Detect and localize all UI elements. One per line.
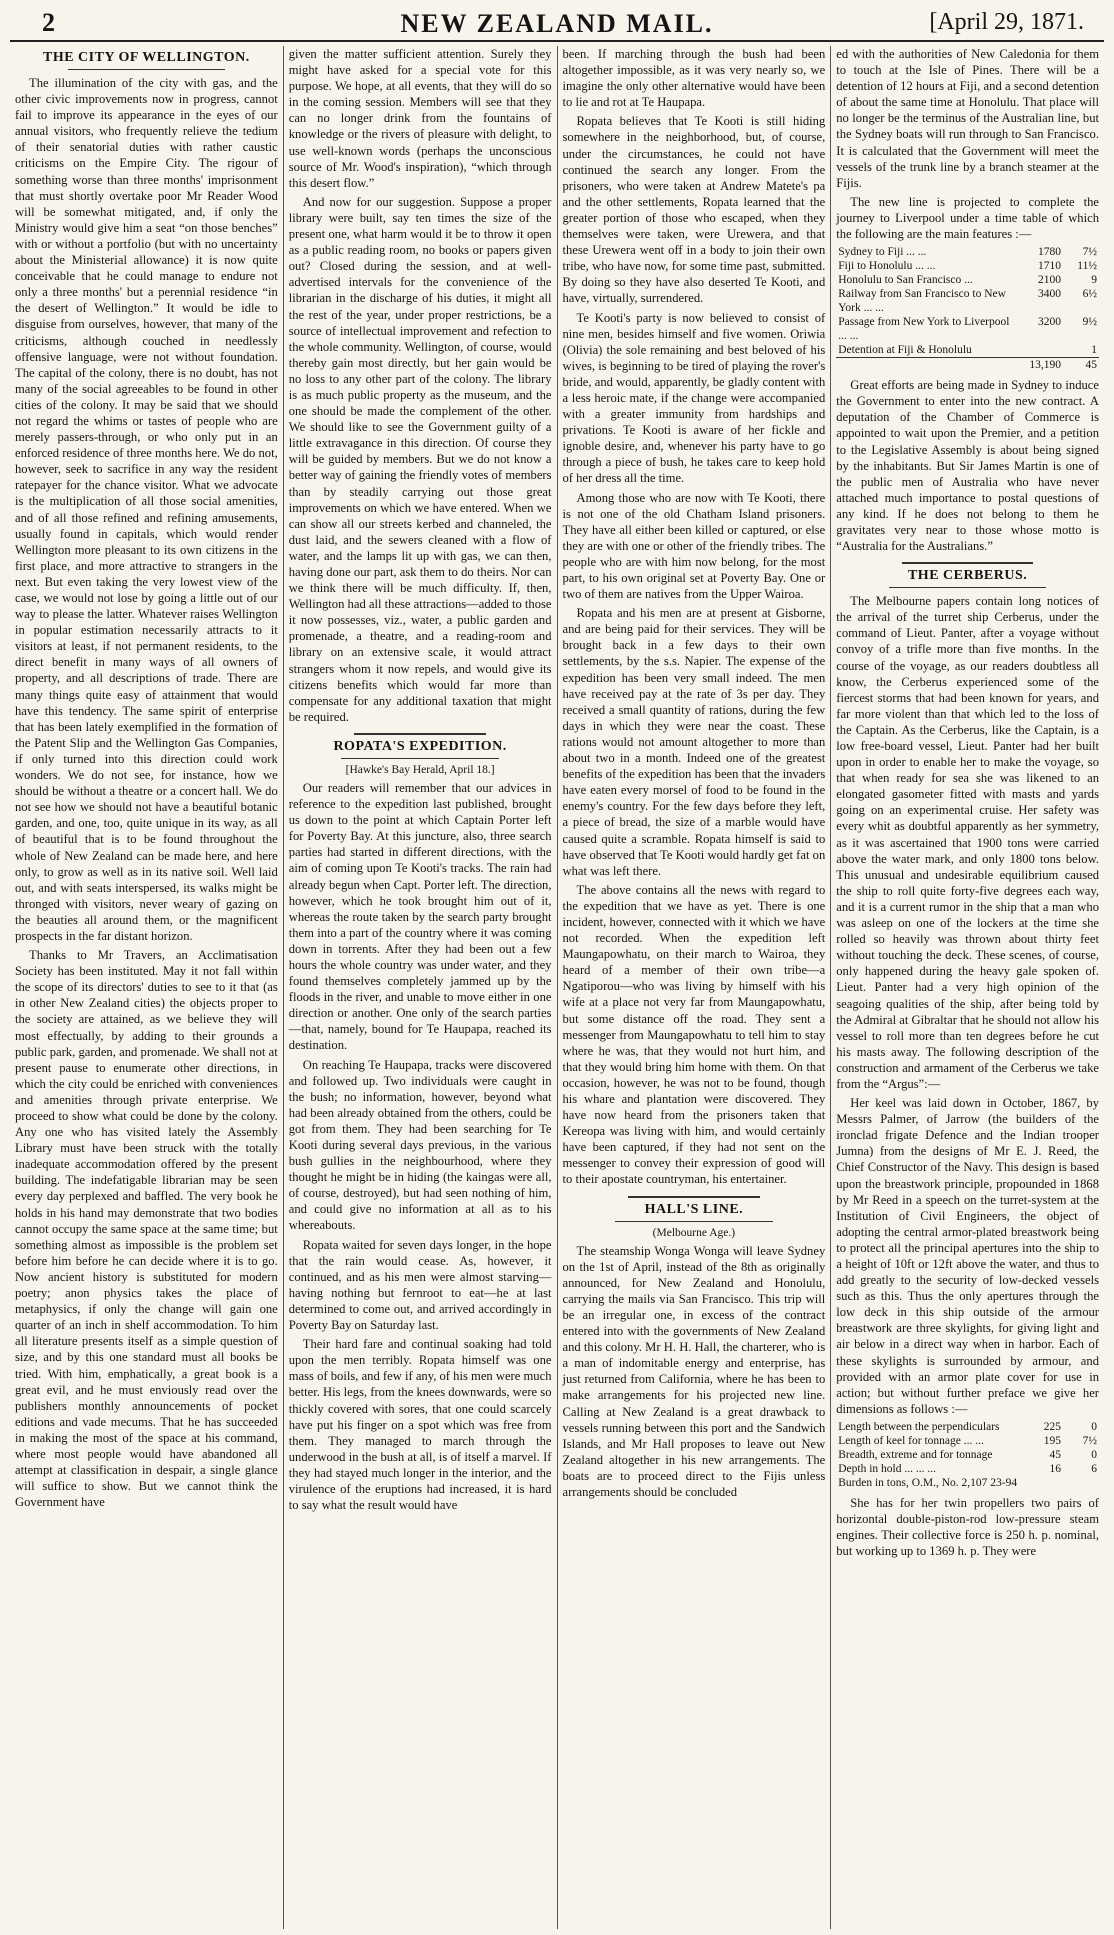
article-heading-ropata: ROPATA'S EXPEDITION. — [333, 738, 507, 754]
section-rule — [628, 1196, 759, 1198]
paragraph: Their hard fare and continual soaking had told upon the men terribly. Ropata himself was one mass of boils, and few if any, of his men were much better. His legs, from the knees downwards, were so thickly covered with sores, that one could scarcely have put his finger on a spot which was free from them. They managed to march through the underwood in the bush at all, is of itself a marvel. If they had stayed much longer in the interior, and the virulence of the eruptions had increased, it is hard to say what the result would have — [288, 1337, 552, 1513]
paragraph: The steamship Wonga Wonga will leave Sydney on the 1st of April, instead of the 8th as originally announced, for New Zealand and Honolulu, carrying the mails via San Francisco. This trip will be an irregular one, in excess of the contract entered into with the governments of New Zealand and this colony. Mr H. H. Hall, the charterer, who is a man of indomitable energy and enterprise, has just returned from California, where he has been to make arrangements for his projected new line. Calling at New Zealand is a great drawback to vessels running between this port and the Sandwich Islands, and Mr Hall proposes to leave out New Zealand altogether in his new arrangements. The boats are to proceed direct to the Fijis unless arrangements should be concluded — [562, 1243, 826, 1499]
paragraph: The above contains all the news with regard to the expedition that we have as yet. There is one incident, however, connected with it which we have not recorded. When the expedition left Maungapowhatu, on their march to Wairoa, they heard of a member of their own tribe—a Ngatiporou—who was living by himself with his wife at a place not very far from Maungapowhatu, but some distance off the road. They sent a messenger from Maungapowhatu to tell him to stay where he was, that they would not hurt him, and that they would bring him home with them. On that occasion, however, he was not to be found, though his whare and plantation were discovered. They have now heard from the prisoners taken that Kereopa was living with him, and would certainly have been captured, if they had not sent on the messenger to convey their expression of good will to their apostate countryman, his entertainer. — [562, 882, 826, 1187]
route-timetable — [836, 245, 1099, 372]
dimensions-table — [836, 1420, 1099, 1490]
paragraph: She has for her twin propellers two pairs of horizontal double-piston-rod low-pressure steam engines. Their collective force is 250 h. p. nominal, but working up to 1369 h. p. They were — [836, 1495, 1099, 1559]
heading-rule — [615, 1221, 773, 1222]
column-3 — [558, 46, 832, 1929]
column-4 — [831, 46, 1104, 1929]
article-heading-halls-line: HALL'S LINE. — [644, 1201, 744, 1217]
paragraph: been. If marching through the bush had been altogether impossible, as it was very nearly so, we imagine the only other alternative would have been to lie and rot at Te Haupapa. — [562, 47, 826, 110]
masthead — [10, 0, 1104, 42]
table-row: Honolulu to San Francisco ... 2100 9 — [838, 274, 1097, 287]
table-row: Depth in hold ... ... ... 16 6 — [838, 1462, 1097, 1475]
paragraph: Our readers will remember that our advices in reference to the expedition last published, brought us down to the point at which Captain Porter left for Poverty Bay. At this juncture, also, three search parties had started in different directions, with the aim of coming upon Te Kooti's tracks. The rain had already begun when Capt. Porter left. The direction, however, which he took brought him out of it, whereas the route taken by the search party brought them into a part of the country where it was coming down in torrents. After they had been out a few hours the whole country was under water, and they found themselves completely jammed up by the floods in the river, and unable to move either in one direction or another. One only of the search parties—that, namely, bound for Te Haupapa, reached its destination. — [288, 780, 552, 1053]
paragraph: Ropata and his men are at present at Gisborne, and are being paid for their services. They will be brought back in a few days to their own settlements, by the s.s. Napier. The expense of the expedition has been very small indeed. The men have received pay at the rate of 3s per day. They received a small quantity of rations, during the few days in which they were near the coast. These rations would not amount altogether to more than about two in a month. Indeed one of the greatest benefits of the expedition has been that the invaders have eaten every morsel of food to be found in the enemy's country. For the few days before they left, a piece of bread, the size of a marble would have caused quite a scramble. Ropata himself is said to have observed that Te Kooti would hardly get fat on what was left there. — [562, 606, 826, 878]
paragraph: On reaching Te Haupapa, tracks were discovered and followed up. Two individuals were caught in the bush; no information, however, beyond what had been already obtained from the others, could be got from them. They had been searching for Te Kooti during several days previous, in the various bush gullies in the neighbourhood, where they thought he might be in hiding (the kaingas were all, of course, destroyed), but had seen nothing of him, and could give no information at all as to his whereabouts. — [288, 1057, 552, 1233]
newspaper-title: NEW ZEALAND MAIL. — [400, 9, 714, 38]
page-number: 2 — [42, 8, 55, 37]
heading-rule — [889, 587, 1047, 588]
article-heading-wellington: THE CITY OF WELLINGTON. — [42, 50, 250, 65]
paragraph: The new line is projected to complete the journey to Liverpool under a time table of which the following are the main features :— — [836, 194, 1099, 242]
paragraph: Ropata waited for seven days longer, in the hope that the rain would cease. As, however, it continued, and as his men were almost starving—having nothing but fernroot to eat—he at last determined to come out, and arrived accordingly in Poverty Bay on Saturday last. — [288, 1237, 552, 1333]
table-row: Length of keel for tonnage ... ... 195 7½ — [838, 1434, 1097, 1447]
column-1 — [10, 46, 284, 1929]
table-row: Sydney to Fiji ... ... 1780 7½ — [838, 246, 1097, 259]
paragraph: Thanks to Mr Travers, an Acclimatisation Society has been instituted. May it not fall within the scope of its directors' duties to see to it that (as in other New Zealand cities) the objects proper to the society are attained, as we believe they will most effectually, by adding to their grounds a public park, garden, and promenade. We shall not at present pause to enumerate other directions, in which the city could be enriched with conveniences and amenities through private enterprise. We proceed to show what could be done by the colony. Any one who has visited lately the Assembly Library must have been struck with the totally inadequate accommodation offered by the present building. The indefatigable librarian may be seen every day perplexed and baffled. The very book he holds in his hand may demonstrate that two bodies cannot occupy the same space at the same time; but something almost as impossible is the problem set before him before he can decide where it is to go. Now ancient history is substituted for modern poetry; anon physics takes the place of metaphysics, if only the change will gain one quarter of an inch in shelf accommodation. To him all literature presents itself as a simple question of size, and by this one standard must all books be tried. With him, emphatically, a great book is a great evil, and he must enviously read over the publishers monthly announcements of pocket editions and vade mecums. That he has succeeded in making the most of the space at his command, where most people would have abandoned all attempt at classification in despair, a single glance will suffice to show. But we cannot think the Government have — [15, 948, 278, 1510]
table-row: Burden in tons, O.M., No. 2,107 23-94 — [838, 1476, 1018, 1489]
paragraph: Her keel was laid down in October, 1867, by Messrs Palmer, of Jarrow (the builders of the ironclad frigate Defence and the Indian trooper Jumna) from the designs of Mr E. J. Reed, the Chief Constructor of the Navy. This design is based upon the breastwork principle, propounded in 1868 by Mr Reed in a speech on the turret-system at the Institution of Civil Engineers, the object of adopting the central armor-plated breastwork being to protect all the principal apertures into the ship to a height of 10ft or 12ft above the water, and thus to add greatly to the security of low-decked vessels such as this. Thus the only apertures through the low deck in this ship outside of the armour breastwork are three skylights, for giving light and air below in a direct way when in harbor. Each of these skylights is surrounded by armour, and provided with an armor plate cover for use in action; but without further preface we give her dimensions as follows :— — [836, 1096, 1099, 1416]
table-total-row: 13,190 45 — [836, 358, 1099, 373]
table-row: Passage from New York to Liverpool ... ... 3200 9½ — [838, 316, 1097, 343]
table-row: Breadth, extreme and for tonnage 45 0 — [838, 1448, 1097, 1461]
article-source: [Hawke's Bay Herald, April 18.] — [345, 763, 495, 776]
paragraph: Among those who are now with Te Kooti, there is not one of the old Chatham Island prisoners. They have all either been killed or captured, or else they are with one or other of the friendly tribes. The people who are with him now belong, for the most part, to his own original set at Poverty Bay. One or two of them are natives from the Upper Wairoa. — [562, 490, 826, 602]
article-heading-cerberus: THE CERBERUS. — [907, 568, 1028, 584]
article-source: (Melbourne Age.) — [652, 1226, 736, 1239]
table-row: Length between the perpendiculars 225 0 — [838, 1420, 1097, 1433]
paragraph: ed with the authorities of New Caledonia for them to touch at the Isle of Pines. There will be a detention of 12 hours at Fiji, and a second detention of about the same time at Honolulu. That place will no longer be the terminus of the Australian line, but the Sydney boats will run through to San Francisco. It is calculated that the Government will meet the vessels of the trunk line by a branch steamer at the Fijis. — [836, 47, 1099, 190]
table-row: Fiji to Honolulu ... ... 1710 11½ — [838, 260, 1097, 273]
column-2 — [284, 46, 558, 1929]
issue-date: [April 29, 1871. — [929, 9, 1084, 35]
paragraph: given the matter sufficient attention. Surely they might have asked for a special vote for this purpose. We hope, at all events, that they will do so in the coming session. Members will see that they can no longer drink from the fountains of knowledge or the rivers of pleasure with delight, to use well-known words (perhaps the unconscious source of Mr. Wood's inspiration), “which through this desert flow.” — [288, 47, 552, 190]
section-rule — [902, 562, 1033, 564]
table-row: Railway from San Francisco to New York ... ... 3400 6½ — [838, 288, 1097, 315]
section-rule — [354, 733, 485, 735]
table-row: Detention at Fiji & Honolulu 1 — [838, 344, 1097, 357]
paragraph: The illumination of the city with gas, and the other civic improvements now in progress, cannot fail to improve its appearance in the eyes of our annual visitors, who frequently relieve the tedium of their senatorial duties with rather caustic criticisms on the Empire City. The rigour of something worse than three months' imprisonment that must shortly overtake poor Mr Reader Wood will be somewhat mitigated, and, if only the Ministry would give him a seat “on those benches” with or without a portfolio (but with no uncertainty about the Ministerial allowance) it is now quite conceivable that he could manage to endure not only a three months' but a perennial residence “in the desert of Wellington.” It would be idle to disguise from ourselves, however, that many of the criticisms, although couched in needlessly offensive language, were not without foundation. The capital of the colony, there is no doubt, has not many of the social agreeables to be found in other cities of the colony. It may be said that we should not regard the whims or tastes of people who are merely passers-through, or who only put in an enforced residence of three months here. We do not, however, seek to sacrifice in any way the resident ratepayer for the chance visitor. What we advocate is the multiplication of all those social amenities, and of all those refined and refining amusements, usually found in capitals, which would render Wellington more pleasant to its own citizens in the first place, and more attractive to strangers in the next. But even taking the very lowest view of the case, we would not lose by going a little out of our way to please the latter. Whatever raises Wellington in popular estimation necessarily attracts to it visitors at least, if not permanent residents, to the direct benefit in many ways of all owners of property, and all descriptions of trade. There are many things quite easy of attainment that would have this tendency. The same spirit of enterprise that has been lately exemplified in the formation of the Patent Slip and the Wellington Gas Companies, if only turned into this direction could work wonders. We do not see, for instance, how we should be without a theatre or a concert hall. We do not see how we should not have a beautiful botanic garden, and one, too, quite unique in its way, as all of beautiful that is to be found throughout the whole of New Zealand can be made here, and here only, to grow as well as in its native soil. Well laid out, and with seats interspersed, its walks might be thronged with visitors, never weary of gazing on the beauties all around them, or the magnificent prospects in the far distant horizon. — [15, 76, 278, 943]
paragraph: Te Kooti's party is now believed to consist of nine men, besides himself and five women. Oriwia (Olivia) the sole remaining and best beloved of his wives, is beginning to be tired of playing the rover's bride, and would, apparently, be gladly content with a less heroic mate, if the change were accompanied with a greater immunity from hardships and privations. Te Kooti is aware of her fickle and ignoble desire, and, whenever his party have to go through a piece of bush, he takes care to keep hold of her dress all the time. — [562, 310, 826, 486]
heading-rule — [68, 69, 226, 70]
paragraph: And now for our suggestion. Suppose a proper library were built, say ten times the size of the present one, what harm would it be to throw it open as a public reading room, no books or papers given out? Closed during the session, and at well-advertised intervals for the convenience of the librarian in the discharge of his duties, it might all the rest of the year, under proper restrictions, be a source of intellectual improvement and refection to the whole community. Wellington, of course, would thereby gain most directly, but her gain would be no loss to any other part of the colony. The library is as much public property as the museum, and the one should be made the complement of the other. We should like to see the Government guilty of a little extravagance in this direction. Of course they will be guided by members. But we do not know a better way of gaining the friendly votes of members than by steadily carrying out those great improvements on which we have entered. When we can show all our streets kerbed and channeled, the dust laid, and the sewers cleaned with a flow of water, and the lamps lit up with gas, we can then, having done our part, ask them to do theirs. Nor can we think there will be much difficulty. If, then, Wellington had all these attractions—added to those it now possesses, viz., water, a public garden and promenade, a theatre, and a reading-room and library on an extensive scale, it would attract strangers whom it now repels, and would give its citizens benefits which would far more than compensate for any additional taxation that might be required. — [288, 194, 552, 724]
heading-rule — [341, 758, 499, 759]
paragraph: The Melbourne papers contain long notices of the arrival of the turret ship Cerberus, under the command of Lieut. Panter, after a voyage without convoy of a trifle more than five months. In the course of the voyage, as our readers doubtless all know, the Cerberus experienced some of the fiercest storms that had been known for years, and far more violent than that which led to the loss of the Captain. As the Cerberus, like the Captain, is a low free-board vessel, Lieut. Panter had her built upon in order to enable her to make the voyage, so that when ready for sea she was likened to an elongated gasometer fitted with masts and yards going on an experimental cruise. Her safety was every whit as doubtful apparently as her symmetry, as it was ascertained that 1900 tons were carried above the water mark, and only 1800 tons below. This unusual and undesirable equilibrium caused the ship to roll quite forty-five degrees each way, and it is a current rumor in the ship that a man who was asleep on one of the lockers at the time she rolled so heavily was thrown about thirty feet without touching the deck. These scenes, of course, only happened during the heavy gale spoken of. Lieut. Panter had a very high opinion of the seagoing qualities of the ship, after being told by the Admiral at Gibraltar that he should not allow his vessel to roll more than ten degrees before he cut his masts away. The following description of the construction and armament of the Cerberus we take from the “Argus”:— — [836, 594, 1099, 1091]
paragraph: Ropata believes that Te Kooti is still hiding somewhere in the neighborhood, but, of course, under the circumstances, he could not have continued the search any longer. From the prisoners, who were taken at Andrew Matete's pa and the other settlements, Ropata learned that the greater portion of those who escaped, when they themselves were taken, were Urewera, and that these Urewera went off in a body to join their own tribe, who have now, for some time past, submitted. By doing so they have also deserted Te Kooti, and have, virtually, surrendered. — [562, 114, 826, 306]
columns — [10, 46, 1104, 1929]
paragraph: Great efforts are being made in Sydney to induce the Government to enter into the new contract. A deputation of the Chamber of Commerce is appointed to wait upon the Premier, and a petition to the Legislative Assembly is about being signed by the inhabitants. But Sir James Martin is one of the public men of Australia who have never attached much importance to postal questions of any kind. If he does not belong to them he gravitates very near to those whose motto is “Australia for the Australians.” — [836, 378, 1099, 554]
